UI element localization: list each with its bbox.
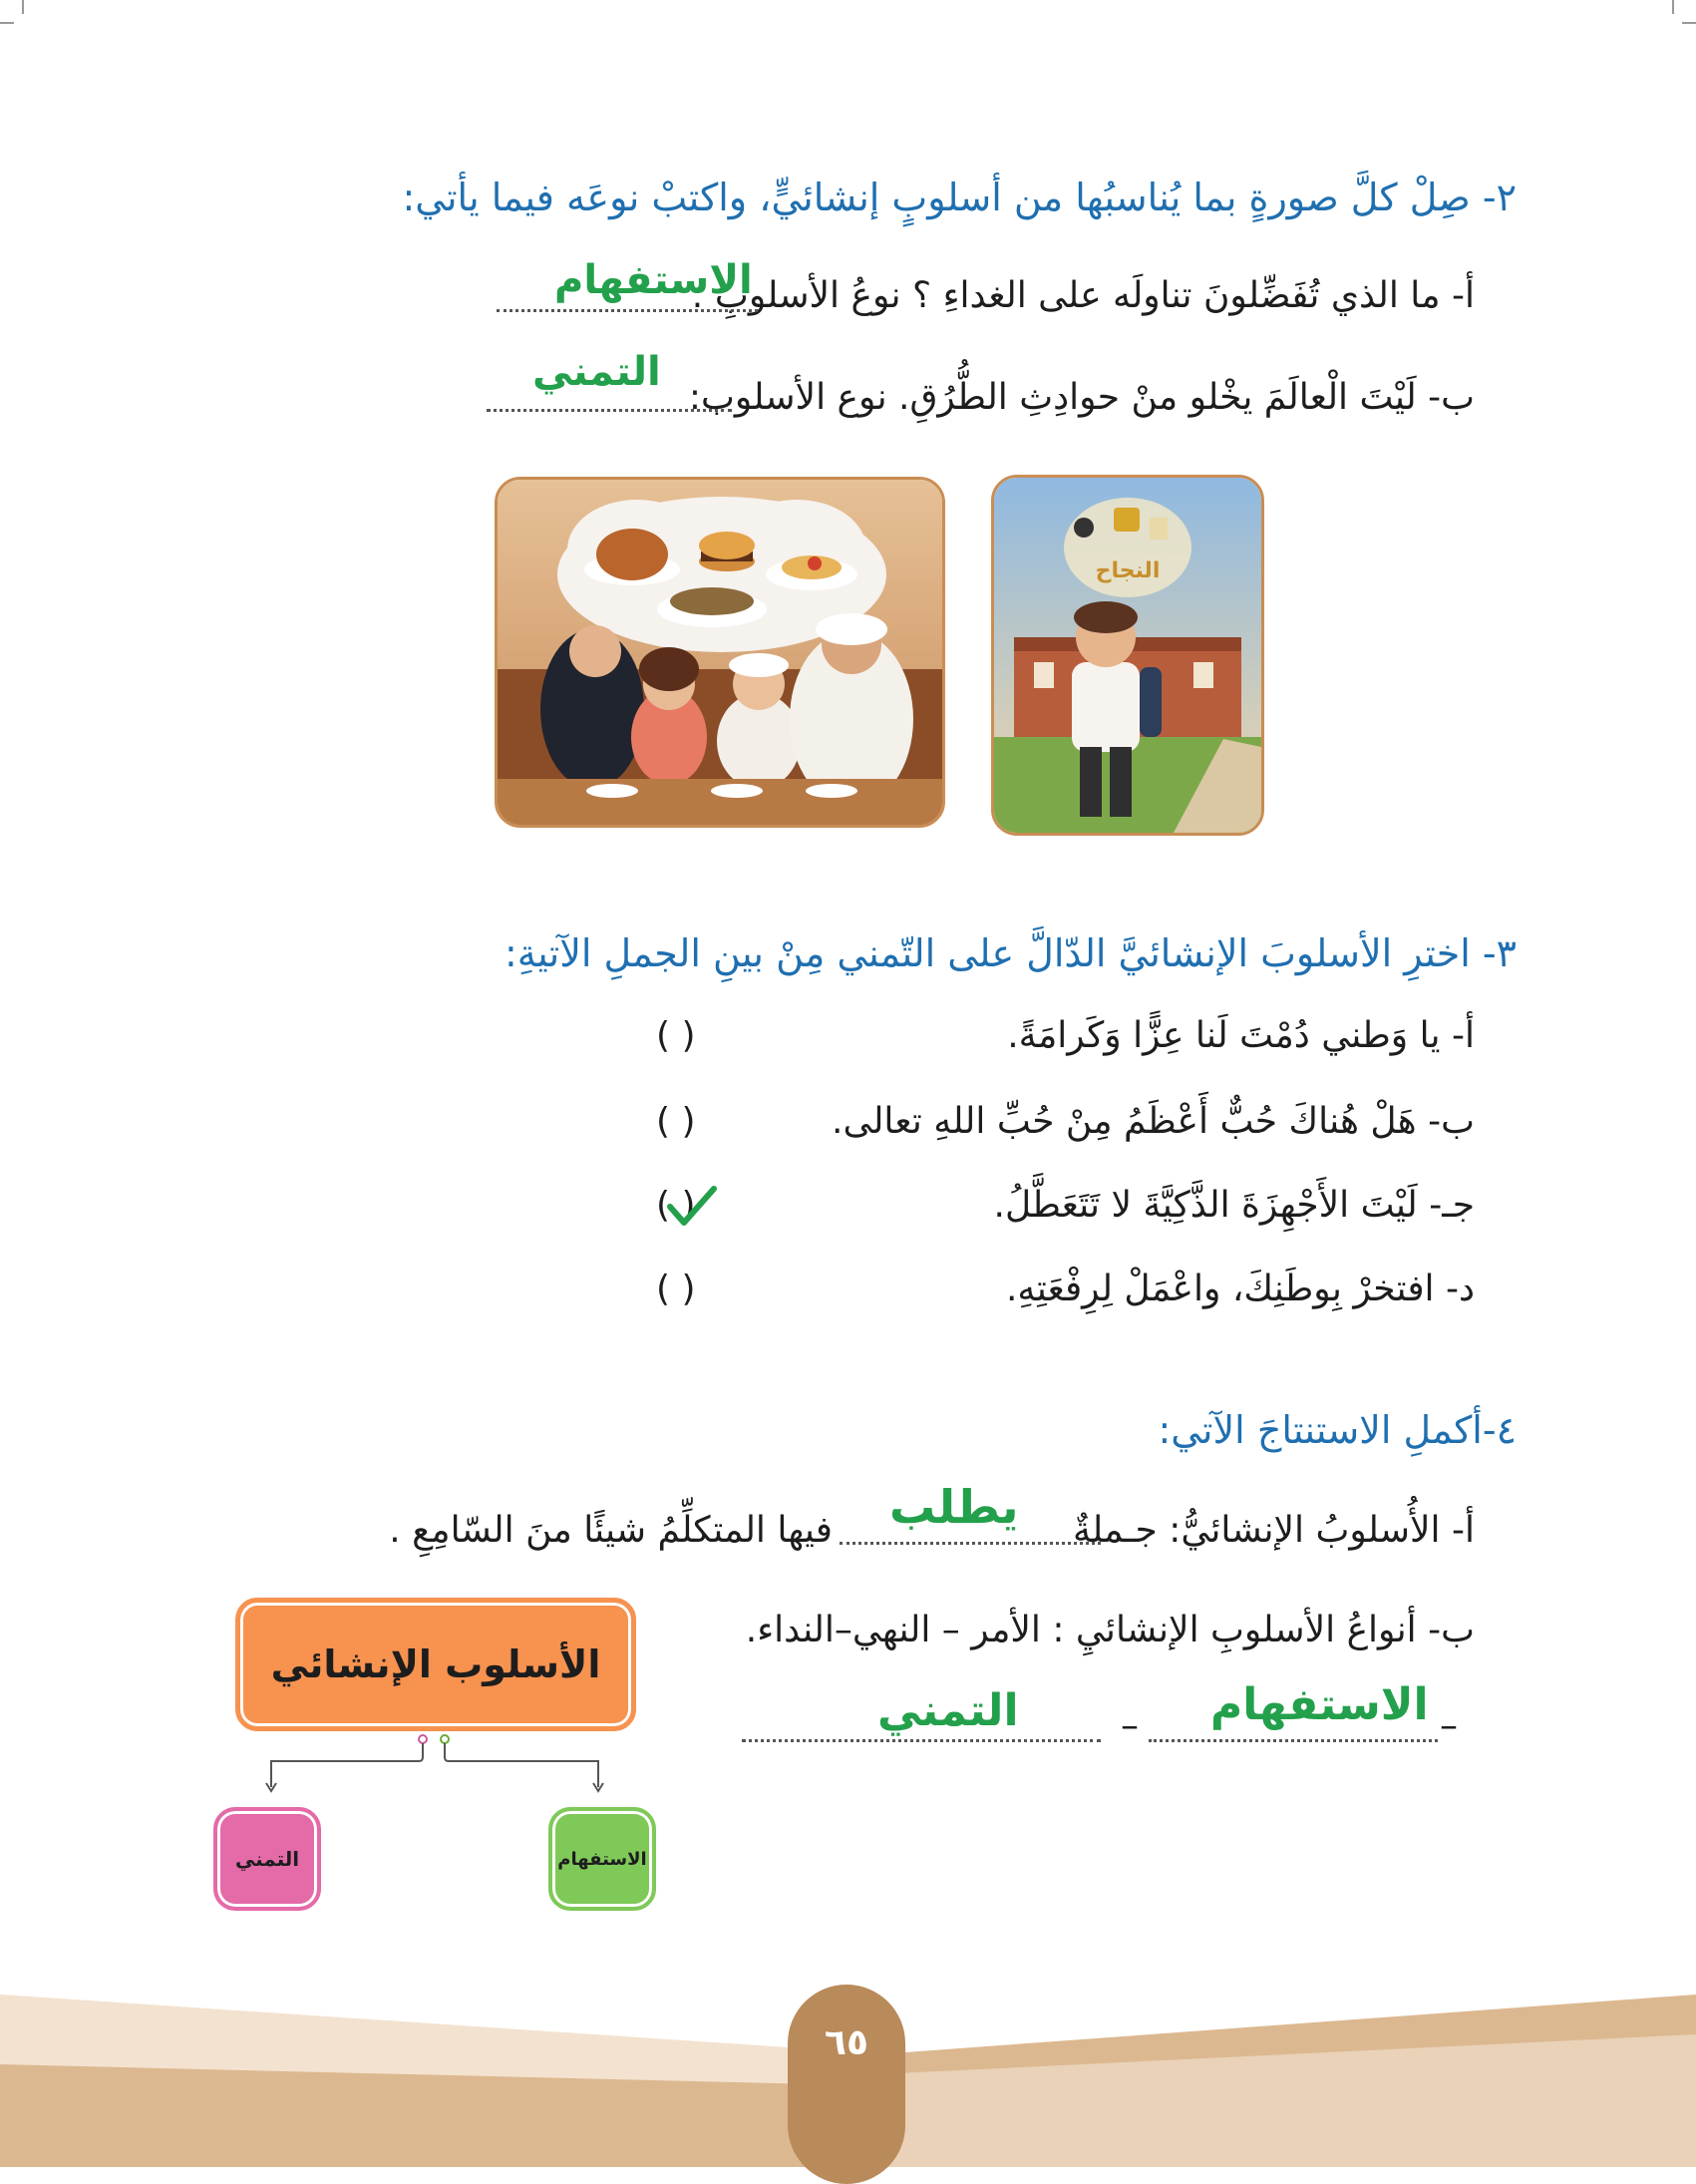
- crop-mark: [1682, 22, 1696, 24]
- q3-item: جـ- لَيْتَ الأَجْهِزَةَ الذَّكِيَّةَ لا تَتَعَطَّلُ.: [993, 1185, 1475, 1226]
- q4-a-after: فيها المتكلِّمُ شيئًا منَ السّامِعِ .: [389, 1510, 833, 1551]
- q3-heading: ٣- اخترِ الأسلوبَ الإنشائيَّ الدّالَّ على التّمني مِنْ بينِ الجملِ الآتيةِ:: [505, 931, 1517, 975]
- success-word: النجاح: [1095, 558, 1161, 583]
- q2-heading: ٢- صِلْ كلَّ صورةٍ بما يُناسبُها من أسلوبٍ إنشائيٍّ، واكتبْ نوعَه فيما يأتي:: [402, 176, 1517, 219]
- q2-a-answer[interactable]: الاستفهام: [554, 257, 753, 303]
- q4-b-answer-1[interactable]: الاستفهام: [1210, 1679, 1429, 1730]
- q3-answer-paren[interactable]: ( ): [656, 1101, 696, 1142]
- success-boy-image: [991, 475, 1264, 836]
- q4-heading: ٤-أكملِ الاستنتاجَ الآتي:: [1158, 1408, 1517, 1452]
- q4-b-dash: –: [1440, 1705, 1458, 1746]
- checkmark-icon: [664, 1183, 720, 1231]
- crop-mark: [0, 22, 14, 24]
- diagram-title-box: [235, 1598, 636, 1731]
- q4-a-answer-line: [840, 1542, 1101, 1545]
- q3-answer-paren[interactable]: ( ): [656, 1269, 696, 1309]
- diagram-box-tamanni-label: التمني: [234, 1847, 300, 1871]
- q4-b-answer-line-2: [742, 1739, 1101, 1742]
- q4-a-before: أ- الأُسلوبُ الإنشائيُّ: جـملةٌ: [1072, 1510, 1475, 1551]
- diagram-connectors: [259, 1727, 618, 1817]
- diagram-box-tamanni: [213, 1807, 321, 1911]
- q3-item: أ- يا وَطني دُمْتَ لَنا عِزًّا وَكَرامَةً.: [1007, 1015, 1475, 1056]
- q2-a-answer-line: [497, 309, 758, 312]
- family-lunch-illustration: [498, 480, 942, 825]
- q4-a-answer[interactable]: يطلب: [889, 1480, 1019, 1534]
- q2-item-a: أ- ما الذي تُفَضِّلونَ تناولَه على الغداءِ ؟ نوعُ الأسلوبِ :: [691, 275, 1475, 316]
- crop-mark: [22, 0, 24, 14]
- diagram-box-istifham-label: الاستفهام: [557, 1848, 647, 1870]
- q2-b-answer[interactable]: التمني: [532, 349, 661, 395]
- family-lunch-image: [495, 477, 945, 828]
- q3-item: ب- هَلْ هُناكَ حُبٌّ أَعْظَمُ مِنْ حُبِّ اللهِ تعالى.: [832, 1101, 1475, 1142]
- q4-b-answer-line-1: [1149, 1739, 1438, 1742]
- page-number: ٦٥: [825, 2022, 868, 2063]
- q2-item-b: ب- لَيْتَ الْعالَمَ يخْلو منْ حوادِثِ الطُّرُقِ. نوع الأسلوب:: [688, 377, 1475, 418]
- q4-b-dash: –: [1121, 1705, 1139, 1746]
- page-number-tab: [788, 1985, 905, 2184]
- q3-answer-paren[interactable]: ( ): [656, 1015, 696, 1056]
- crop-mark: [1672, 0, 1674, 14]
- q3-item: د- افتخرْ بِوطَنِكَ، واعْمَلْ لِرِفْعَتِهِ.: [1005, 1269, 1475, 1309]
- diagram-title: الأسلوب الإنشائي: [270, 1642, 601, 1686]
- q3-answer-paren[interactable]: ( ): [656, 1185, 696, 1226]
- q4-b-answer-2[interactable]: التمني: [877, 1685, 1019, 1736]
- q2-b-answer-line: [487, 409, 732, 412]
- success-boy-illustration: [994, 478, 1261, 833]
- q4-b-text: ب- أنواعُ الأسلوبِ الإنشائيِ : الأمر – النهي–النداء.: [745, 1610, 1475, 1650]
- diagram-box-istifham: [548, 1807, 656, 1911]
